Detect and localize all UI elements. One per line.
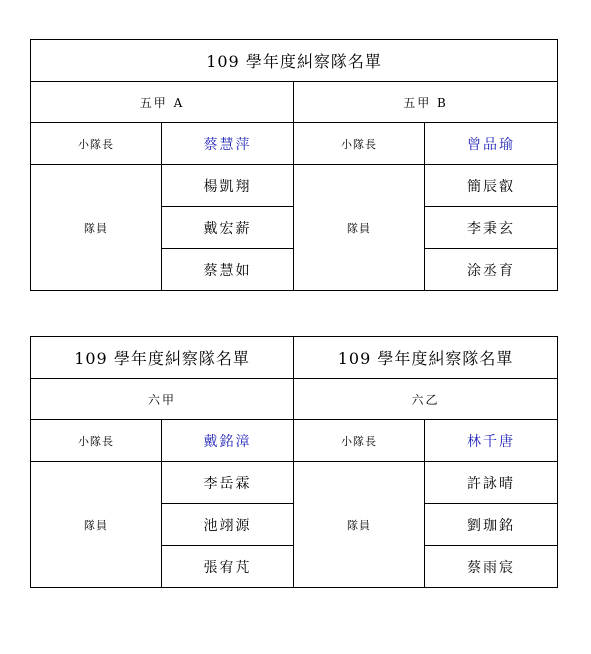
member-name: 涂丞育 (425, 249, 558, 291)
member-name: 蔡雨宸 (425, 546, 558, 588)
leader-name-5a: 蔡慧萍 (162, 123, 294, 165)
member-label: 隊員 (294, 165, 425, 291)
member-label: 隊員 (31, 462, 162, 588)
member-name: 李秉玄 (425, 207, 558, 249)
class-header-6b: 六乙 (294, 379, 558, 420)
roster-table-grade6 (30, 336, 558, 588)
member-name: 劉珈銘 (425, 504, 558, 546)
member-name: 池翊源 (162, 504, 294, 546)
member-label: 隊員 (294, 462, 425, 588)
member-name: 許詠晴 (425, 462, 558, 504)
leader-name-6a: 戴銘漳 (162, 420, 294, 462)
member-name: 張宥芃 (162, 546, 294, 588)
member-label: 隊員 (31, 165, 162, 291)
table-title: 109 學年度糾察隊名單 (294, 337, 558, 379)
member-name: 簡辰叡 (425, 165, 558, 207)
leader-name-6b: 林千唐 (425, 420, 558, 462)
leader-label: 小隊長 (294, 420, 425, 462)
table-title: 109 學年度糾察隊名單 (31, 337, 294, 379)
member-name: 楊凱翔 (162, 165, 294, 207)
member-name: 李岳霖 (162, 462, 294, 504)
table-title: 109 學年度糾察隊名單 (31, 40, 558, 82)
leader-label: 小隊長 (31, 420, 162, 462)
leader-name-5b: 曾品瑜 (425, 123, 558, 165)
class-header-6a: 六甲 (31, 379, 294, 420)
class-header-5a: 五甲 A (31, 82, 294, 123)
member-name: 蔡慧如 (162, 249, 294, 291)
leader-label: 小隊長 (31, 123, 162, 165)
roster-table-grade5 (30, 39, 558, 291)
class-header-5b: 五甲 B (294, 82, 558, 123)
leader-label: 小隊長 (294, 123, 425, 165)
member-name: 戴宏薪 (162, 207, 294, 249)
